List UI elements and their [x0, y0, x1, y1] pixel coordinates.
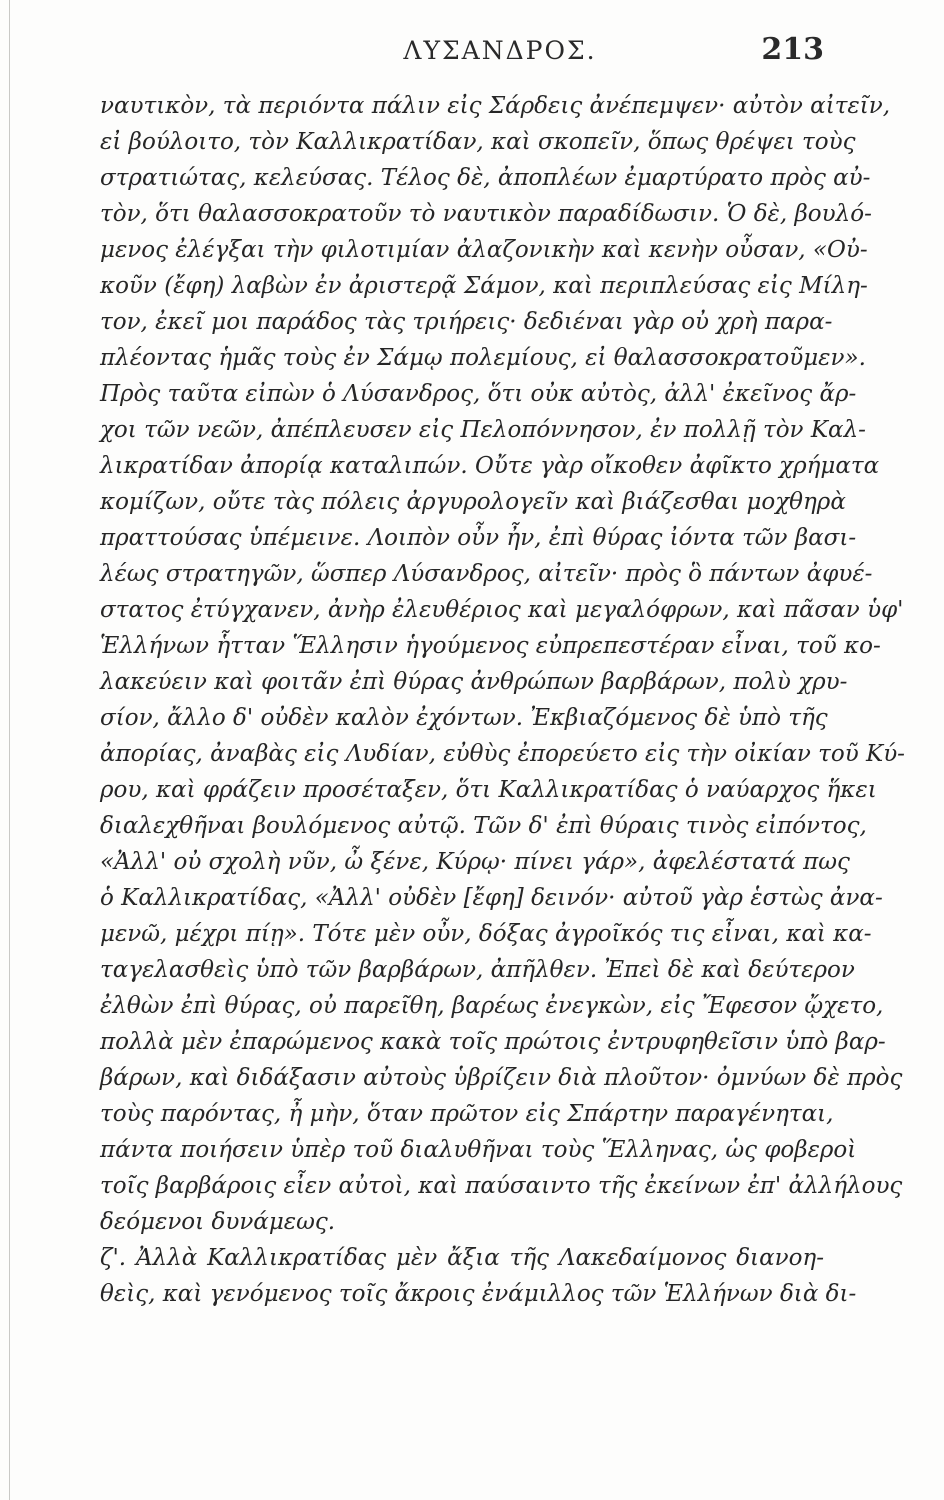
- text-line: μενῶ, μέχρι πίῃ». Τότε μὲν οὖν, δόξας ἀγροῖκός τις εἶναι, καὶ κα-: [100, 921, 872, 947]
- text-line: κοῦν (ἔφη) λαβὼν ἐν ἀριστερᾷ Σάμον, καὶ περιπλεύσας εἰς Μίλη-: [100, 273, 868, 299]
- text-line: τὸν, ὅτι θαλασσοκρατοῦν τὸ ναυτικὸν παραδίδωσιν. Ὁ δὲ, βουλό-: [100, 201, 872, 227]
- text-line: λικρατίδαν ἀπορίᾳ καταλιπών. Οὔτε γὰρ οἴκοθεν ἀφῖκτο χρήματα: [100, 453, 880, 479]
- text-line: χοι τῶν νεῶν, ἀπέπλευσεν εἰς Πελοπόννησον, ἐν πολλῇ τὸν Καλ-: [100, 417, 866, 443]
- text-line: βάρων, καὶ διδάξασιν αὐτοὺς ὑβρίζειν διὰ πλοῦτον· ὀμνύων δὲ πρὸς: [100, 1065, 903, 1091]
- text-line: κομίζων, οὔτε τὰς πόλεις ἀργυρολογεῖν καὶ βιάζεσθαι μοχθηρὰ: [100, 489, 846, 515]
- body-text: [100, 88, 905, 1312]
- text-line: στατος ἐτύγχανεν, ἀνὴρ ἐλευθέριος καὶ μεγαλόφρων, καὶ πᾶσαν ὑφ': [100, 597, 904, 623]
- text-line: ταγελασθεὶς ὑπὸ τῶν βαρβάρων, ἀπῆλθεν. Ἐπεὶ δὲ καὶ δεύτερον: [100, 957, 855, 983]
- page-edge-line: [9, 0, 10, 1500]
- text-line: ἀπορίας, ἀναβὰς εἰς Λυδίαν, εὐθὺς ἐπορεύετο εἰς τὴν οἰκίαν τοῦ Κύ-: [100, 741, 905, 767]
- text-line: ρου, καὶ φράζειν προσέταξεν, ὅτι Καλλικρατίδας ὁ ναύαρχος ἥκει: [100, 777, 877, 803]
- text-line: πραττούσας ὑπέμεινε. Λοιπὸν οὖν ἦν, ἐπὶ θύρας ἰόντα τῶν βασι-: [100, 525, 857, 551]
- text-line: τοῖς βαρβάροις εἶεν αὐτοὶ, καὶ παύσαιντο τῆς ἐκείνων ἐπ' ἀλλήλους: [100, 1173, 903, 1199]
- text-line: θεὶς, καὶ γενόμενος τοῖς ἄκροις ἐνάμιλλος τῶν Ἑλλήνων διὰ δι-: [100, 1281, 857, 1307]
- text-line: λακεύειν καὶ φοιτᾶν ἐπὶ θύρας ἀνθρώπων βαρβάρων, πολὺ χρυ-: [100, 669, 848, 695]
- text-line: σίον, ἄλλο δ' οὐδὲν καλὸν ἐχόντων. Ἐκβιαζόμενος δὲ ὑπὸ τῆς: [100, 705, 828, 731]
- text-line: τον, ἐκεῖ μοι παράδος τὰς τριήρεις· δεδιέναι γὰρ οὐ χρὴ παρα-: [100, 309, 833, 335]
- running-header: [0, 30, 944, 70]
- text-line: Ἑλλήνων ἧτταν Ἕλλησιν ἡγούμενος εὐπρεπεστέραν εἶναι, τοῦ κο-: [100, 633, 881, 659]
- text-line: ἐλθὼν ἐπὶ θύρας, οὐ παρεῖθη, βαρέως ἐνεγκὼν, εἰς Ἔφεσον ᾤχετο,: [100, 993, 884, 1019]
- text-line: τοὺς παρόντας, ἦ μὴν, ὅταν πρῶτον εἰς Σπάρτην παραγένηται,: [100, 1101, 834, 1127]
- text-line: δεόμενοι δυνάμεως.: [100, 1209, 336, 1235]
- text-line: μενος ἐλέγξαι τὴν φιλοτιμίαν ἀλαζονικὴν καὶ κενὴν οὖσαν, «Οὐ-: [100, 237, 868, 263]
- text-line: διαλεχθῆναι βουλόμενος αὐτῷ. Τῶν δ' ἐπὶ θύραις τινὸς εἰπόντος,: [100, 813, 867, 839]
- text-line: λέως στρατηγῶν, ὥσπερ Λύσανδρος, αἰτεῖν· πρὸς ὃ πάντων ἀφυέ-: [100, 561, 873, 587]
- text-line: «Ἀλλ' οὐ σχολὴ νῦν, ὦ ξένε, Κύρῳ· πίνει γάρ», ἀφελέστατά πως: [100, 849, 850, 875]
- text-line: εἰ βούλοιτο, τὸν Καλλικρατίδαν, καὶ σκοπεῖν, ὅπως θρέψει τοὺς: [100, 129, 856, 155]
- page-number: 213: [761, 32, 824, 67]
- text-line: πάντα ποιήσειν ὑπὲρ τοῦ διαλυθῆναι τοὺς Ἕλληνας, ὡς φοβεροὶ: [100, 1137, 857, 1163]
- text-line: πλέοντας ἡμᾶς τοὺς ἐν Σάμῳ πολεμίους, εἰ θαλασσοκρατοῦμεν».: [100, 345, 866, 371]
- text-line: πολλὰ μὲν ἐπαρώμενος κακὰ τοῖς πρώτοις ἐντρυφηθεῖσιν ὑπὸ βαρ-: [100, 1029, 886, 1055]
- text-line: ναυτικὸν, τὰ περιόντα πάλιν εἰς Σάρδεις ἀνέπεμψεν· αὐτὸν αἰτεῖν,: [100, 93, 891, 119]
- text-line: Πρὸς ταῦτα εἰπὼν ὁ Λύσανδρος, ὅτι οὐκ αὐτὸς, ἀλλ' ἐκεῖνος ἄρ-: [100, 381, 857, 407]
- running-title: ΛΥΣΑΝΔΡΟΣ.: [403, 36, 597, 65]
- text-line: ὁ Καλλικρατίδας, «Ἀλλ' οὐδὲν [ἔφη] δεινόν· αὐτοῦ γὰρ ἑστὼς ἀνα-: [100, 885, 883, 911]
- text-line: στρατιώτας, κελεύσας. Τέλος δὲ, ἀποπλέων ἐμαρτύρατο πρὸς αὐ-: [100, 165, 871, 191]
- text-line: ζ'. Ἀλλὰ Καλλικρατίδας μὲν ἄξια τῆς Λακεδαίμονος διανοη-: [100, 1245, 824, 1271]
